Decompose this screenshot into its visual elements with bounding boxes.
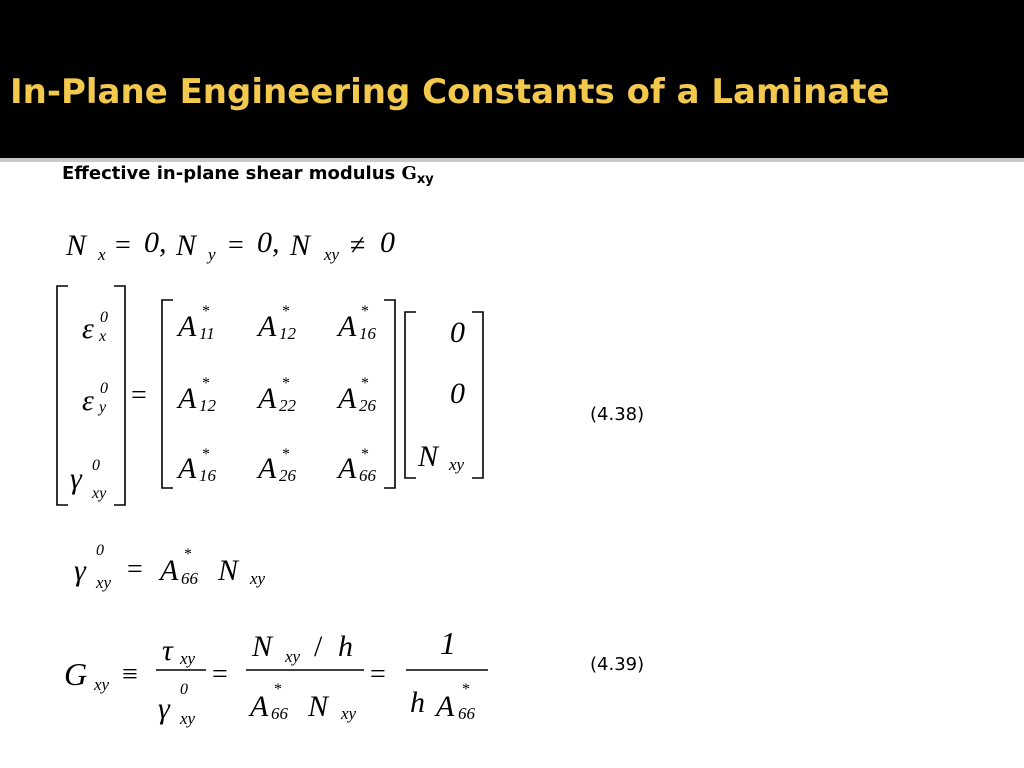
svg-text:*: * (282, 446, 290, 463)
svg-text:0,: 0, (144, 226, 167, 259)
svg-text:0: 0 (100, 380, 108, 397)
svg-text:0: 0 (92, 457, 100, 474)
svg-text:26: 26 (359, 396, 376, 415)
svg-text:h: h (410, 686, 425, 719)
equation-number-4-38: (4.38) (590, 404, 645, 425)
svg-text:N: N (252, 630, 273, 663)
svg-text:ε: ε (82, 312, 94, 345)
svg-text:h: h (338, 630, 353, 663)
svg-text:N: N (66, 229, 87, 262)
svg-text:*: * (462, 681, 470, 698)
svg-text:xy: xy (250, 569, 266, 588)
svg-text:*: * (202, 446, 210, 463)
svg-text:G: G (64, 656, 88, 692)
svg-text:A: A (178, 382, 197, 415)
svg-text:xy: xy (92, 485, 107, 502)
svg-text:0: 0 (450, 316, 465, 349)
shear-modulus-equation (0, 0, 500, 740)
svg-text:ε: ε (82, 384, 94, 417)
svg-text:66: 66 (181, 569, 198, 588)
svg-text:xy: xy (285, 647, 301, 666)
svg-text:A: A (160, 554, 179, 587)
svg-text:A: A (258, 382, 277, 415)
slide-title: In-Plane Engineering Constants of a Laminate (10, 72, 890, 112)
svg-text:*: * (202, 303, 210, 320)
svg-text:A: A (338, 452, 357, 485)
svg-text:*: * (361, 446, 369, 463)
svg-text:y: y (208, 245, 216, 264)
svg-text:*: * (202, 375, 210, 392)
svg-text:0,: 0, (257, 226, 280, 259)
svg-text:≠: ≠ (350, 230, 366, 261)
svg-text:γ: γ (70, 462, 82, 495)
svg-text:xy: xy (324, 245, 340, 264)
svg-text:A: A (250, 690, 269, 723)
svg-text:A: A (338, 382, 357, 415)
svg-text:x: x (98, 245, 106, 264)
svg-text:=: = (370, 659, 386, 690)
svg-text:66: 66 (458, 704, 475, 723)
svg-text:≡: ≡ (122, 659, 138, 690)
svg-text:/: / (314, 630, 323, 663)
svg-text:A: A (178, 452, 197, 485)
shear-modulus-svg (0, 0, 500, 740)
svg-text:*: * (361, 375, 369, 392)
svg-text:A: A (258, 310, 277, 343)
svg-text:*: * (361, 303, 369, 320)
svg-text:*: * (282, 375, 290, 392)
svg-text:1: 1 (440, 625, 456, 661)
svg-text:66: 66 (359, 466, 376, 485)
svg-text:66: 66 (271, 704, 288, 723)
svg-text:22: 22 (279, 396, 296, 415)
svg-text:0: 0 (380, 226, 395, 259)
svg-text:=: = (127, 554, 143, 585)
svg-text:=: = (131, 380, 147, 411)
svg-text:16: 16 (199, 466, 216, 485)
subtitle-text: Effective in-plane shear modulus (62, 163, 402, 184)
svg-text:0: 0 (96, 542, 104, 559)
svg-text:12: 12 (199, 396, 216, 415)
svg-text:γ: γ (74, 554, 86, 587)
svg-text:*: * (274, 681, 282, 698)
svg-text:12: 12 (279, 324, 296, 343)
svg-text:A: A (436, 690, 455, 723)
svg-text:γ: γ (158, 692, 170, 725)
equation-number-4-39: (4.39) (590, 654, 645, 675)
svg-text:0: 0 (180, 681, 188, 698)
svg-text:0: 0 (450, 377, 465, 410)
svg-text:A: A (258, 452, 277, 485)
svg-text:=: = (212, 659, 228, 690)
svg-text:xy: xy (94, 675, 110, 694)
subtitle-subscript: xy (416, 172, 434, 187)
svg-text:y: y (99, 399, 107, 416)
svg-text:*: * (184, 546, 192, 563)
svg-text:xy: xy (96, 573, 112, 592)
svg-text:N: N (218, 554, 239, 587)
svg-text:26: 26 (279, 466, 296, 485)
svg-text:τ: τ (162, 634, 173, 667)
svg-text:11: 11 (199, 324, 215, 343)
svg-text:=: = (228, 230, 244, 261)
svg-text:N: N (418, 440, 439, 473)
svg-text:xy: xy (449, 455, 465, 474)
svg-text:xy: xy (341, 704, 357, 723)
svg-text:N: N (176, 229, 197, 262)
svg-text:A: A (178, 310, 197, 343)
svg-text:*: * (282, 303, 290, 320)
svg-text:xy: xy (180, 649, 196, 668)
svg-text:0: 0 (100, 309, 108, 326)
svg-text:N: N (290, 229, 311, 262)
subtitle-symbol: G (401, 163, 417, 184)
svg-text:xy: xy (180, 709, 196, 728)
svg-text:x: x (99, 328, 107, 345)
svg-text:16: 16 (359, 324, 376, 343)
svg-text:=: = (115, 230, 131, 261)
svg-text:A: A (338, 310, 357, 343)
svg-text:N: N (308, 690, 329, 723)
